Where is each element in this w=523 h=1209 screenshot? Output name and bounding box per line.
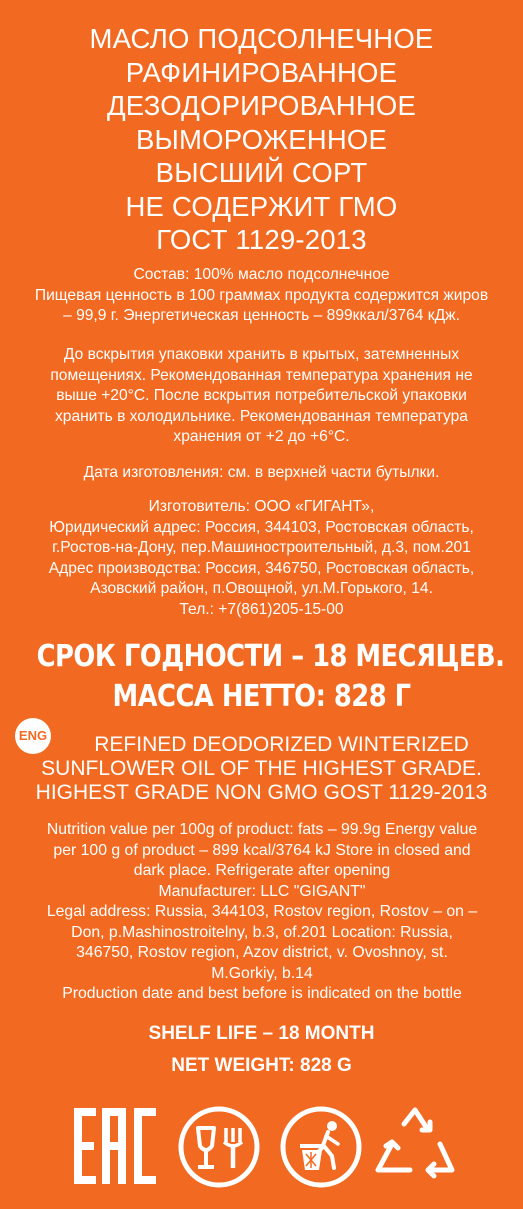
ru-production-date-text: Дата изготовления: см. в верхней части бутылки. bbox=[83, 464, 440, 481]
en-details bbox=[12, 820, 512, 1005]
ru-manufacturer bbox=[8, 497, 515, 621]
ru-title-line: ВЫМОРОЖЕННОЕ bbox=[135, 123, 388, 155]
ru-manufacturer-line: Изготовитель: ООО «ГИГАНТ», bbox=[148, 498, 375, 515]
ru-manufacturer-line: г.Ростов-на-Дону, пер.Машиностроительный, д.3, пом.201 bbox=[52, 539, 471, 557]
en-text-line: dark place. Refrigerate after opening bbox=[133, 862, 391, 879]
eac-mark-icon bbox=[72, 1108, 158, 1184]
ru-manufacturer-line: Азовский район, п.Овощной, ул.М.Горького, 14. bbox=[90, 580, 433, 598]
en-shelf-life: SHELF LIFE – 18 MONTH bbox=[148, 1023, 375, 1044]
ru-storage-line: До вскрытия упаковки хранить в крытых, затемненных bbox=[63, 346, 460, 363]
ru-net-weight: МАССА НЕТТО: 828 Г bbox=[112, 679, 411, 714]
ru-production-date bbox=[8, 463, 515, 484]
ru-storage-line: хранить в холодильнике. Рекомендованная температура bbox=[55, 407, 468, 425]
en-text-line: per 100 g of product – 899 kcal/3764 kJ Store in closed and bbox=[53, 841, 471, 859]
ru-composition bbox=[8, 265, 515, 327]
en-text-line: Nutrition value per 100g of product: fats – 99.9g Energy value bbox=[46, 821, 478, 838]
en-title-line: REFINED DEODORIZED WINTERIZED bbox=[94, 733, 469, 756]
en-net-weight: NET WEIGHT: 828 G bbox=[171, 1055, 352, 1076]
ru-title-line: МАСЛО ПОДСОЛНЕЧНОЕ bbox=[89, 23, 434, 54]
en-text-line: 346750, Rostov region, Azov district, v. Ovoshnoy, st. bbox=[76, 944, 448, 961]
en-text-line: Legal address: Russia, 344103, Rostov region, Rostov – on – bbox=[46, 903, 478, 920]
recycle-icon bbox=[372, 1104, 458, 1190]
ru-storage-conditions bbox=[8, 345, 515, 448]
en-text-line: Don, p.Mashinostroitelny, b.3, of.201 Location: Russia, bbox=[71, 923, 453, 941]
en-text-line: Production date and best before is indicated on the bottle bbox=[62, 985, 462, 1002]
ru-title-line: НЕ СОДЕРЖИТ ГМО bbox=[125, 190, 398, 222]
ru-title-line: РАФИНИРОВАННОЕ bbox=[125, 56, 398, 88]
ru-title-line: ВЫСШИЙ СОРТ bbox=[155, 157, 368, 188]
dispose-in-bin-icon bbox=[278, 1104, 364, 1190]
ru-composition-line: Пищевая ценность в 100 граммах продукта содержится жиров bbox=[34, 286, 489, 304]
en-text-line: M.Gorkiy, b.14 bbox=[211, 964, 313, 982]
ru-storage-line: хранения от +2 до +6°С. bbox=[173, 428, 350, 446]
ru-manufacturer-line: Тел.: +7(861)205-15-00 bbox=[179, 600, 344, 618]
ru-storage-line: выше +20°С. После вскрытия потребительской упаковки bbox=[56, 387, 467, 405]
en-title-line: SUNFLOWER OIL OF THE HIGHEST GRADE. bbox=[41, 757, 482, 780]
ru-product-title bbox=[0, 22, 523, 257]
food-contact-icon bbox=[176, 1104, 262, 1190]
ru-shelf-life: СРОК ГОДНОСТИ – 18 МЕСЯЦЕВ. bbox=[36, 639, 505, 674]
ru-title-line: ДЕЗОДОРИРОВАННОЕ bbox=[106, 90, 417, 121]
ru-composition-line: – 99,9 г. Энергетическая ценность – 899ккал/3764 кДж. bbox=[63, 307, 460, 325]
ru-manufacturer-line: Адрес производства: Россия, 346750, Ростовская область, bbox=[48, 559, 475, 577]
ru-storage-line: помещениях. Рекомендованная температура хранения не bbox=[50, 366, 473, 384]
ru-composition-line: Состав: 100% масло подсолнечное bbox=[133, 266, 390, 283]
eng-language-badge: ENG bbox=[15, 718, 51, 754]
ru-manufacturer-line: Юридический адрес: Россия, 344103, Ростовская область, bbox=[49, 518, 474, 536]
certification-icons-row bbox=[0, 1100, 523, 1200]
en-text-line: Manufacturer: LLC "GIGANT" bbox=[158, 882, 366, 900]
ru-title-line: ГОСТ 1129-2013 bbox=[156, 224, 367, 255]
en-title-line: HIGHEST GRADE NON GMO GOST 1129-2013 bbox=[35, 781, 488, 804]
en-product-title bbox=[0, 733, 523, 805]
